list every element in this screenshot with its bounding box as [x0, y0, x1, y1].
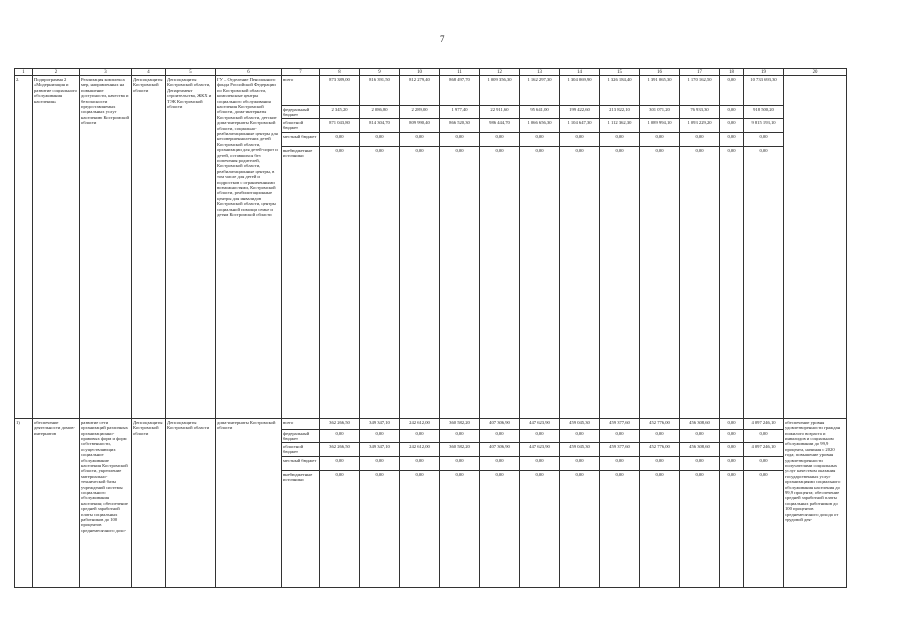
- funding-source: местный бюджет: [282, 133, 320, 147]
- funding-value: 0,00: [744, 147, 784, 419]
- funding-source: областной бюджет: [282, 119, 320, 133]
- row-number: 2.: [15, 76, 33, 419]
- funding-value: 0,00: [720, 76, 744, 106]
- funding-value: 0,00: [680, 457, 720, 471]
- funding-source: местный бюджет: [282, 457, 320, 471]
- funding-value: 0,00: [360, 430, 400, 443]
- funding-value: 447 623,90: [520, 419, 560, 430]
- funding-value: 1 391 065,30: [640, 76, 680, 106]
- funding-value: 0,00: [400, 430, 440, 443]
- funding-value: 242 612,00: [400, 443, 440, 457]
- funding-value: 9 815 193,10: [744, 119, 784, 133]
- column-number-14: 14: [560, 69, 600, 76]
- funding-value: 0,00: [480, 147, 520, 419]
- funding-source: областной бюджет: [282, 443, 320, 457]
- funding-value: 814 304,70: [360, 119, 400, 133]
- funding-value: 0,00: [640, 147, 680, 419]
- funding-value: 0,00: [680, 147, 720, 419]
- funding-value: 0,00: [720, 106, 744, 119]
- funding-value: 349 347,10: [360, 419, 400, 430]
- column-number-4: 4: [132, 69, 166, 76]
- participants: ГУ – Отделение Пенсионного фонда Российской Федерации по Костромской области, комплексные центры социального обслуживания населения Костромской области, дома-интернаты Костромской области, детские дома-интернаты Костромской области, социально-реабилитационные центры для несовершеннолетних детей Костромской области, организации для детей-сирот и детей, оставшихся без попечения родителей, Костромской области, реабилитационные центры, в том числе для детей и подростков с ограниченными возможностями, Костромской области, реабилитационные центры для инвалидов Костромской области, центры социальной помощи семье и детям Костромской области: [216, 76, 282, 419]
- funding-value: 0,00: [440, 430, 480, 443]
- funding-value: 0,00: [560, 471, 600, 588]
- funding-value: 0,00: [320, 471, 360, 588]
- column-number-13: 13: [520, 69, 560, 76]
- funding-value: 0,00: [640, 133, 680, 147]
- funding-value: 362 266,50: [320, 419, 360, 430]
- funding-value: 0,00: [520, 457, 560, 471]
- funding-row: [15, 419, 847, 430]
- column-number-10: 10: [400, 69, 440, 76]
- funding-value: 0,00: [320, 430, 360, 443]
- participants: дома-интернаты Костромской области: [216, 419, 282, 588]
- funding-value: 0,00: [320, 147, 360, 419]
- funding-value: 0,00: [744, 430, 784, 443]
- funding-value: 0,00: [360, 457, 400, 471]
- column-number-7: 7: [282, 69, 320, 76]
- funding-value: 459 377,60: [600, 443, 640, 457]
- funding-value: 1 162 297,30: [520, 76, 560, 106]
- funding-value: 0,00: [600, 457, 640, 471]
- funding-value: 2 086,80: [360, 106, 400, 119]
- measure-name: Подпрограмма 2 «Модернизация и развитие социального обслуживания населения»: [33, 76, 80, 419]
- funding-value: 1 112 362,30: [600, 119, 640, 133]
- row-number: 1): [15, 419, 33, 588]
- funding-value: 0,00: [600, 471, 640, 588]
- funding-value: 0,00: [680, 430, 720, 443]
- funding-value: 22 911,60: [480, 106, 520, 119]
- funding-value: 0,00: [720, 133, 744, 147]
- responsible-executor: Депсоцзащиты Костромской области: [132, 419, 166, 588]
- funding-value: 0,00: [480, 133, 520, 147]
- funding-value: 0,00: [744, 133, 784, 147]
- funding-value: 0,00: [480, 430, 520, 443]
- funding-value: 0,00: [720, 471, 744, 588]
- funding-value: 0,00: [680, 471, 720, 588]
- column-number-11: 11: [440, 69, 480, 76]
- funding-value: 0,00: [744, 457, 784, 471]
- funding-row: [15, 76, 847, 106]
- measure-goal: Реализация комплекса мер, направленных на повышение доступности, качества и безопасности предоставляемых социальных услуг населению Костромской области: [80, 76, 132, 419]
- measure-goal: развитие сети организаций различных организационно-правовых форм и форм собственности, осуществляющих социальное обслуживание населения Костромской области, укрепление материально-технической базы учреждений системы социального обслуживания населения; обеспечение средней заработной платы социальных работников до 100 процентов среднемесячного дохо-: [80, 419, 132, 588]
- funding-value: 459 045,30: [560, 419, 600, 430]
- funding-value: 0,00: [320, 133, 360, 147]
- funding-value: 0,00: [400, 133, 440, 147]
- funding-value: 986 444,70: [480, 119, 520, 133]
- funding-source: всего: [282, 419, 320, 430]
- funding-value: 2 289,00: [400, 106, 440, 119]
- funding-value: 0,00: [560, 133, 600, 147]
- column-number-16: 16: [640, 69, 680, 76]
- funding-value: 452 776,00: [640, 443, 680, 457]
- funding-value: 0,00: [440, 147, 480, 419]
- funding-value: 0,00: [600, 147, 640, 419]
- funding-value: 0,00: [440, 457, 480, 471]
- funding-value: 242 612,00: [400, 419, 440, 430]
- funding-value: 0,00: [560, 457, 600, 471]
- funding-value: 0,00: [720, 457, 744, 471]
- funding-value: 0,00: [360, 147, 400, 419]
- funding-value: 0,00: [440, 133, 480, 147]
- responsible-executor: Депсоцзащиты Костромской области: [132, 76, 166, 419]
- funding-value: 0,00: [520, 471, 560, 588]
- funding-value: 199 422,60: [560, 106, 600, 119]
- funding-value: 0,00: [720, 119, 744, 133]
- funding-value: 1 009 356,30: [480, 76, 520, 106]
- funding-value: 447 623,90: [520, 443, 560, 457]
- program-table: [14, 68, 847, 588]
- funding-source: федеральный бюджет: [282, 106, 320, 119]
- column-number-20: 20: [784, 69, 847, 76]
- funding-value: 866 520,30: [440, 119, 480, 133]
- funding-value: 76 933,30: [680, 106, 720, 119]
- co-executors: Депсоцзащиты Костромской области: [166, 419, 216, 588]
- funding-value: 456 308,60: [680, 419, 720, 430]
- funding-value: 0,00: [520, 430, 560, 443]
- column-number-19: 19: [744, 69, 784, 76]
- funding-value: 812 279,40: [400, 76, 440, 106]
- expected-result: обеспечение уровня удовлетворенности граждан пожилого возраста и инвалидов и социальном обслуживании до 99,9 процента, начиная с 2020 года; повышение уровня удовлетворенности получателями социальных услуг качеством оказания государственных услуг организациями социального обслуживания населения до 99,9 процента; обеспечение средней заработной платы социальных работников до 100 процентов среднемесячного дохода от трудовой дея-: [784, 419, 847, 588]
- funding-value: 452 776,00: [640, 419, 680, 430]
- funding-value: 0,00: [744, 471, 784, 588]
- funding-value: 0,00: [560, 430, 600, 443]
- funding-value: 0,00: [720, 419, 744, 430]
- column-number-6: 6: [216, 69, 282, 76]
- funding-value: 1 066 656,30: [520, 119, 560, 133]
- column-number-8: 8: [320, 69, 360, 76]
- funding-value: 4 097 246,10: [744, 443, 784, 457]
- funding-value: 0,00: [640, 457, 680, 471]
- funding-value: 459 045,30: [560, 443, 600, 457]
- funding-value: 0,00: [640, 430, 680, 443]
- page-number: 7: [440, 34, 445, 44]
- funding-value: 10 733 693,30: [744, 76, 784, 106]
- funding-value: 301 071,20: [640, 106, 680, 119]
- funding-value: 1 304 069,90: [560, 76, 600, 106]
- funding-value: 809 990,40: [400, 119, 440, 133]
- expected-result: [784, 76, 847, 419]
- funding-value: 362 266,50: [320, 443, 360, 457]
- funding-value: 816 391,50: [360, 76, 400, 106]
- funding-value: 0,00: [360, 133, 400, 147]
- column-number-1: 1: [15, 69, 33, 76]
- column-number-2: 2: [33, 69, 80, 76]
- funding-source: внебюджетные источники: [282, 471, 320, 588]
- column-number-row: [15, 69, 847, 76]
- funding-source: федеральный бюджет: [282, 430, 320, 443]
- funding-value: 918 500,20: [744, 106, 784, 119]
- funding-value: 0,00: [720, 430, 744, 443]
- funding-value: 2 345,20: [320, 106, 360, 119]
- funding-value: 1 170 162,50: [680, 76, 720, 106]
- funding-value: 349 347,10: [360, 443, 400, 457]
- funding-value: 0,00: [360, 471, 400, 588]
- funding-value: 213 822,10: [600, 106, 640, 119]
- column-number-9: 9: [360, 69, 400, 76]
- funding-value: 0,00: [400, 147, 440, 419]
- funding-value: 407 306,90: [480, 419, 520, 430]
- funding-value: 360 582,20: [440, 443, 480, 457]
- funding-value: 407 306,90: [480, 443, 520, 457]
- funding-value: 871 043,80: [320, 119, 360, 133]
- funding-value: 1 104 647,30: [560, 119, 600, 133]
- funding-value: 456 308,60: [680, 443, 720, 457]
- funding-value: 868 497,70: [440, 76, 480, 106]
- column-number-5: 5: [166, 69, 216, 76]
- funding-value: 0,00: [480, 471, 520, 588]
- column-number-17: 17: [680, 69, 720, 76]
- measure-name: обеспечение деятельности домов-интернатов: [33, 419, 80, 588]
- funding-value: 360 582,20: [440, 419, 480, 430]
- funding-value: 0,00: [560, 147, 600, 419]
- funding-source: всего: [282, 76, 320, 106]
- funding-value: 1 326 184,40: [600, 76, 640, 106]
- column-number-12: 12: [480, 69, 520, 76]
- co-executors: Депсоцзащиты Костромской области, Департамент строительства, ЖКХ и ТЭК Костромской области: [166, 76, 216, 419]
- funding-value: 459 377,60: [600, 419, 640, 430]
- column-number-15: 15: [600, 69, 640, 76]
- funding-value: 0,00: [600, 133, 640, 147]
- funding-value: 0,00: [720, 443, 744, 457]
- funding-value: 1 093 229,20: [680, 119, 720, 133]
- funding-value: 0,00: [400, 471, 440, 588]
- funding-value: 873 389,00: [320, 76, 360, 106]
- funding-value: 0,00: [680, 133, 720, 147]
- funding-value: 0,00: [440, 471, 480, 588]
- funding-value: 0,00: [520, 147, 560, 419]
- funding-value: 0,00: [480, 457, 520, 471]
- column-number-18: 18: [720, 69, 744, 76]
- column-number-3: 3: [80, 69, 132, 76]
- funding-value: 95 641,00: [520, 106, 560, 119]
- funding-value: 1 089 994,10: [640, 119, 680, 133]
- funding-value: 4 097 246,10: [744, 419, 784, 430]
- funding-source: внебюджетные источники: [282, 147, 320, 419]
- funding-value: 0,00: [520, 133, 560, 147]
- funding-value: 0,00: [720, 147, 744, 419]
- funding-value: 0,00: [320, 457, 360, 471]
- funding-value: 1 977,40: [440, 106, 480, 119]
- funding-value: 0,00: [400, 457, 440, 471]
- funding-value: 0,00: [640, 471, 680, 588]
- funding-value: 0,00: [600, 430, 640, 443]
